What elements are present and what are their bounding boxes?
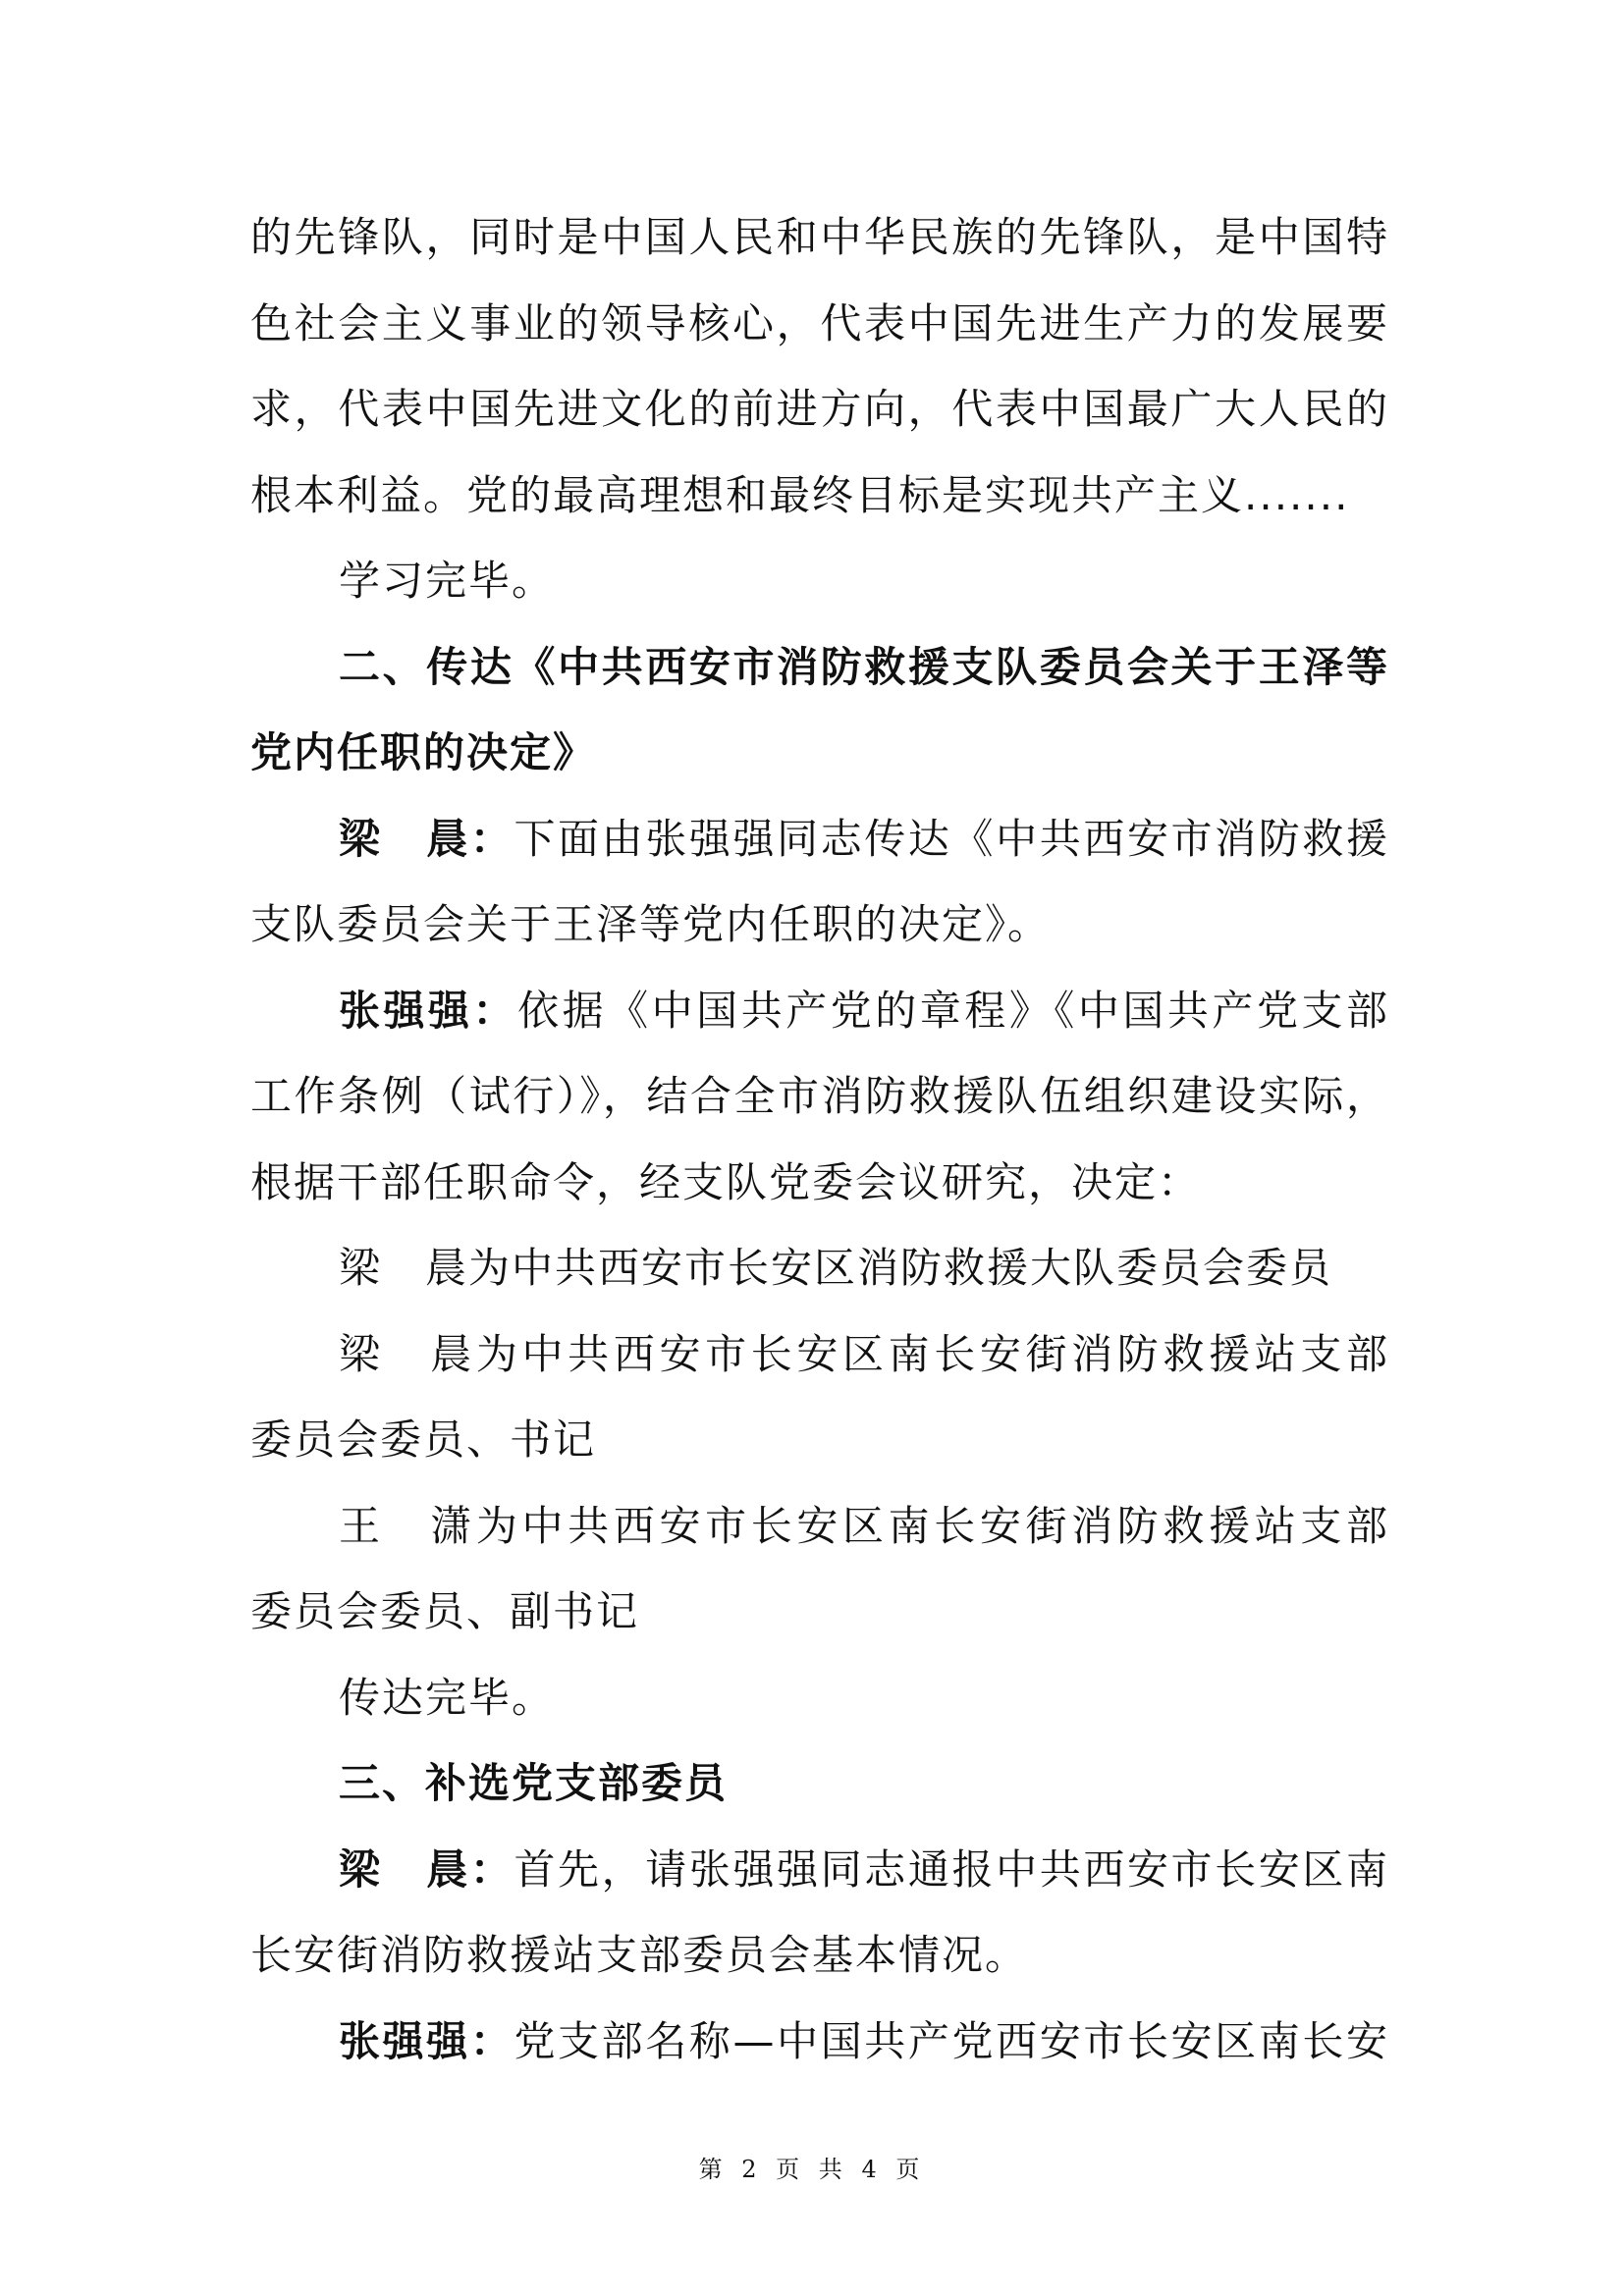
body-line: 工作条例（试行）》，结合全市消防救援队伍组织建设实际， (250, 1072, 1387, 1120)
body-line: 求，代表中国先进文化的前进方向，代表中国最广大人民的 (250, 385, 1387, 433)
document-body (250, 194, 1387, 2084)
appointment-line-cont: 委员会委员、书记 (250, 1415, 597, 1464)
speaker-name: 张强强： (339, 2016, 514, 2065)
speech-line (250, 968, 1387, 1054)
body-line: 支队委员会关于王泽等党内任职的决定》。 (250, 900, 1052, 948)
speech-text: 下面由张强强同志传达《中共西安市消防救援 (514, 814, 1387, 863)
section-heading-2-cont: 党内任职的决定》 (250, 728, 597, 776)
body-line: 长安街消防救援站支部委员会基本情况。 (250, 1931, 1029, 1979)
speech-line (250, 1827, 1387, 1913)
section-heading-3: 三、补选党支部委员 (339, 1759, 729, 1807)
body-line: 学习完毕。 (339, 557, 556, 605)
body-line: 根据干部任职命令，经支队党委会议研究，决定： (250, 1157, 1202, 1206)
body-line: 传达完毕。 (339, 1673, 556, 1722)
speech-text: 依据《中国共产党的章程》《中国共产党支部 (517, 986, 1387, 1035)
body-line: 根本利益。党的最高理想和最终目标是实现共产主义....... (250, 470, 1350, 519)
speaker-name: 梁 晨： (339, 814, 514, 863)
appointment-line: 王 潇为中共西安市长安区南长安街消防救援站支部 (339, 1501, 1387, 1550)
appointment-line: 梁 晨为中共西安市长安区消防救援大队委员会委员 (339, 1244, 1333, 1292)
speech-line (250, 796, 1387, 882)
appointment-line: 梁 晨为中共西安市长安区南长安街消防救援站支部 (339, 1329, 1387, 1378)
section-heading-2: 二、传达《中共西安市消防救援支队委员会关于王泽等 (339, 642, 1387, 691)
speaker-name: 张强强： (339, 986, 518, 1035)
page-footer: 第 2 页 共 4 页 (698, 2156, 926, 2183)
appointment-line-cont: 委员会委员、副书记 (250, 1587, 640, 1635)
speaker-name: 梁 晨： (339, 1844, 514, 1894)
speech-line (250, 1999, 1387, 2085)
body-line: 色社会主义事业的领导核心，代表中国先进生产力的发展要 (250, 298, 1387, 347)
body-line: 的先锋队，同时是中国人民和中华民族的先锋队，是中国特 (250, 213, 1387, 261)
speech-text: 首先，请张强强同志通报中共西安市长安区南 (514, 1844, 1387, 1894)
speech-text: 党支部名称—中国共产党西安市长安区南长安 (514, 2016, 1387, 2065)
